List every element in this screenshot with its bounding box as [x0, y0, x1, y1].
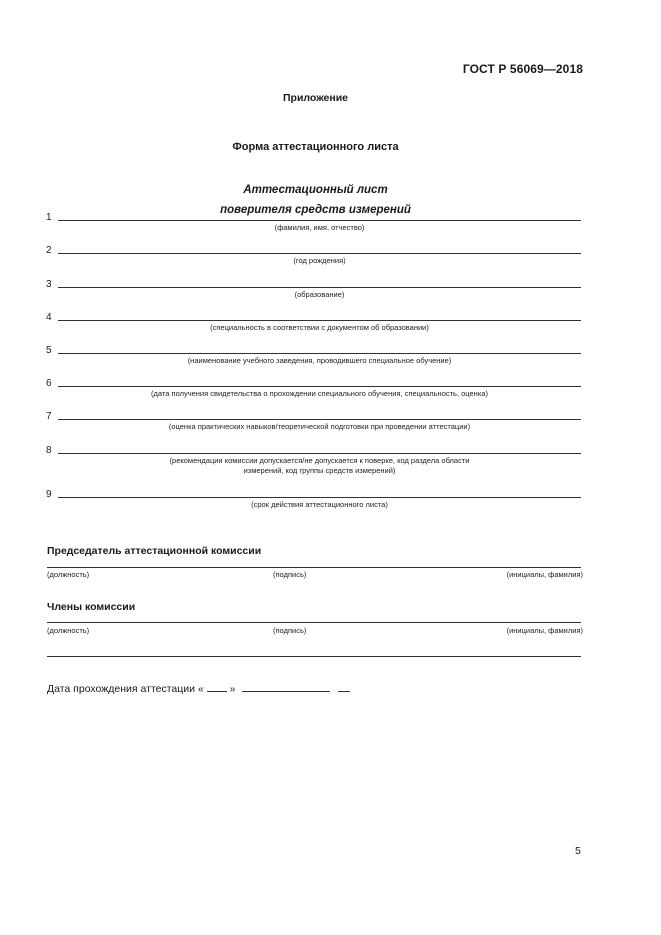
field-caption: (фамилия, имя, отчество): [274, 223, 365, 232]
member-signature-line-2[interactable]: [47, 656, 581, 657]
month-blank[interactable]: [242, 682, 330, 692]
fill-line[interactable]: [58, 253, 581, 254]
field-number: 4: [46, 312, 52, 323]
page-number: 5: [575, 845, 581, 857]
date-label: Дата прохождения аттестации «: [47, 683, 204, 695]
fill-line[interactable]: [58, 419, 581, 420]
member-signature-line[interactable]: [47, 622, 581, 623]
fill-line[interactable]: [58, 353, 581, 354]
field-number: 1: [46, 212, 52, 223]
position-caption: (должность): [47, 570, 90, 579]
year-blank[interactable]: [338, 682, 350, 692]
field-caption: (дата получения свидетельства о прохождении специального обучения, специальность, оценка): [151, 389, 488, 398]
field-caption: (специальность в соответствии с документом об образовании): [210, 323, 429, 332]
field-caption: [58, 456, 581, 476]
sheet-title-line1: Аттестационный лист: [243, 184, 388, 196]
fill-line[interactable]: [58, 386, 581, 387]
date-close-quote: »: [229, 683, 236, 695]
field-number: 7: [46, 411, 52, 422]
attestation-date-row: [47, 682, 350, 695]
chairman-signature-line[interactable]: [47, 567, 581, 568]
fill-line[interactable]: [58, 497, 581, 498]
chairman-heading: Председатель аттестационной комиссии: [47, 545, 262, 557]
position-caption: (должность): [47, 626, 90, 635]
field-number: 8: [46, 445, 52, 456]
field-caption: (год рождения): [293, 256, 346, 265]
name-caption: (инициалы, фамилия): [506, 570, 583, 579]
field-number: 6: [46, 378, 52, 389]
signature-caption: (подпись): [273, 570, 307, 579]
members-heading: Члены комиссии: [47, 601, 136, 613]
sheet-title: [0, 180, 661, 220]
signature-caption: (подпись): [273, 626, 307, 635]
field-number: 2: [46, 245, 52, 256]
sheet-title-line2: поверителя средств измерений: [220, 204, 411, 216]
day-blank[interactable]: [207, 682, 227, 692]
form-title: Форма аттестационного листа: [232, 141, 399, 153]
field-caption: (наименование учебного заведения, проводившего специальное обучение): [187, 356, 452, 365]
field-number: 9: [46, 489, 52, 500]
field-caption: (срок действия аттестационного листа): [251, 500, 388, 509]
field-caption-line1: (рекомендации комиссии допускается/не допускается к поверке, код раздела области: [169, 456, 470, 465]
fill-line[interactable]: [58, 453, 581, 454]
fill-line[interactable]: [58, 320, 581, 321]
name-caption: (инициалы, фамилия): [506, 626, 583, 635]
field-caption: (оценка практических навыков/теоретической подготовки при проведении аттестации): [168, 422, 471, 431]
fill-line[interactable]: [58, 220, 581, 221]
field-caption-line2: измерений, код группы средств измерений): [243, 466, 396, 475]
field-caption: (образование): [294, 290, 345, 299]
field-number: 3: [46, 279, 52, 290]
standard-designation: ГОСТ Р 56069—2018: [462, 62, 583, 76]
field-number: 5: [46, 345, 52, 356]
appendix-label: Приложение: [282, 92, 348, 104]
fill-line[interactable]: [58, 287, 581, 288]
